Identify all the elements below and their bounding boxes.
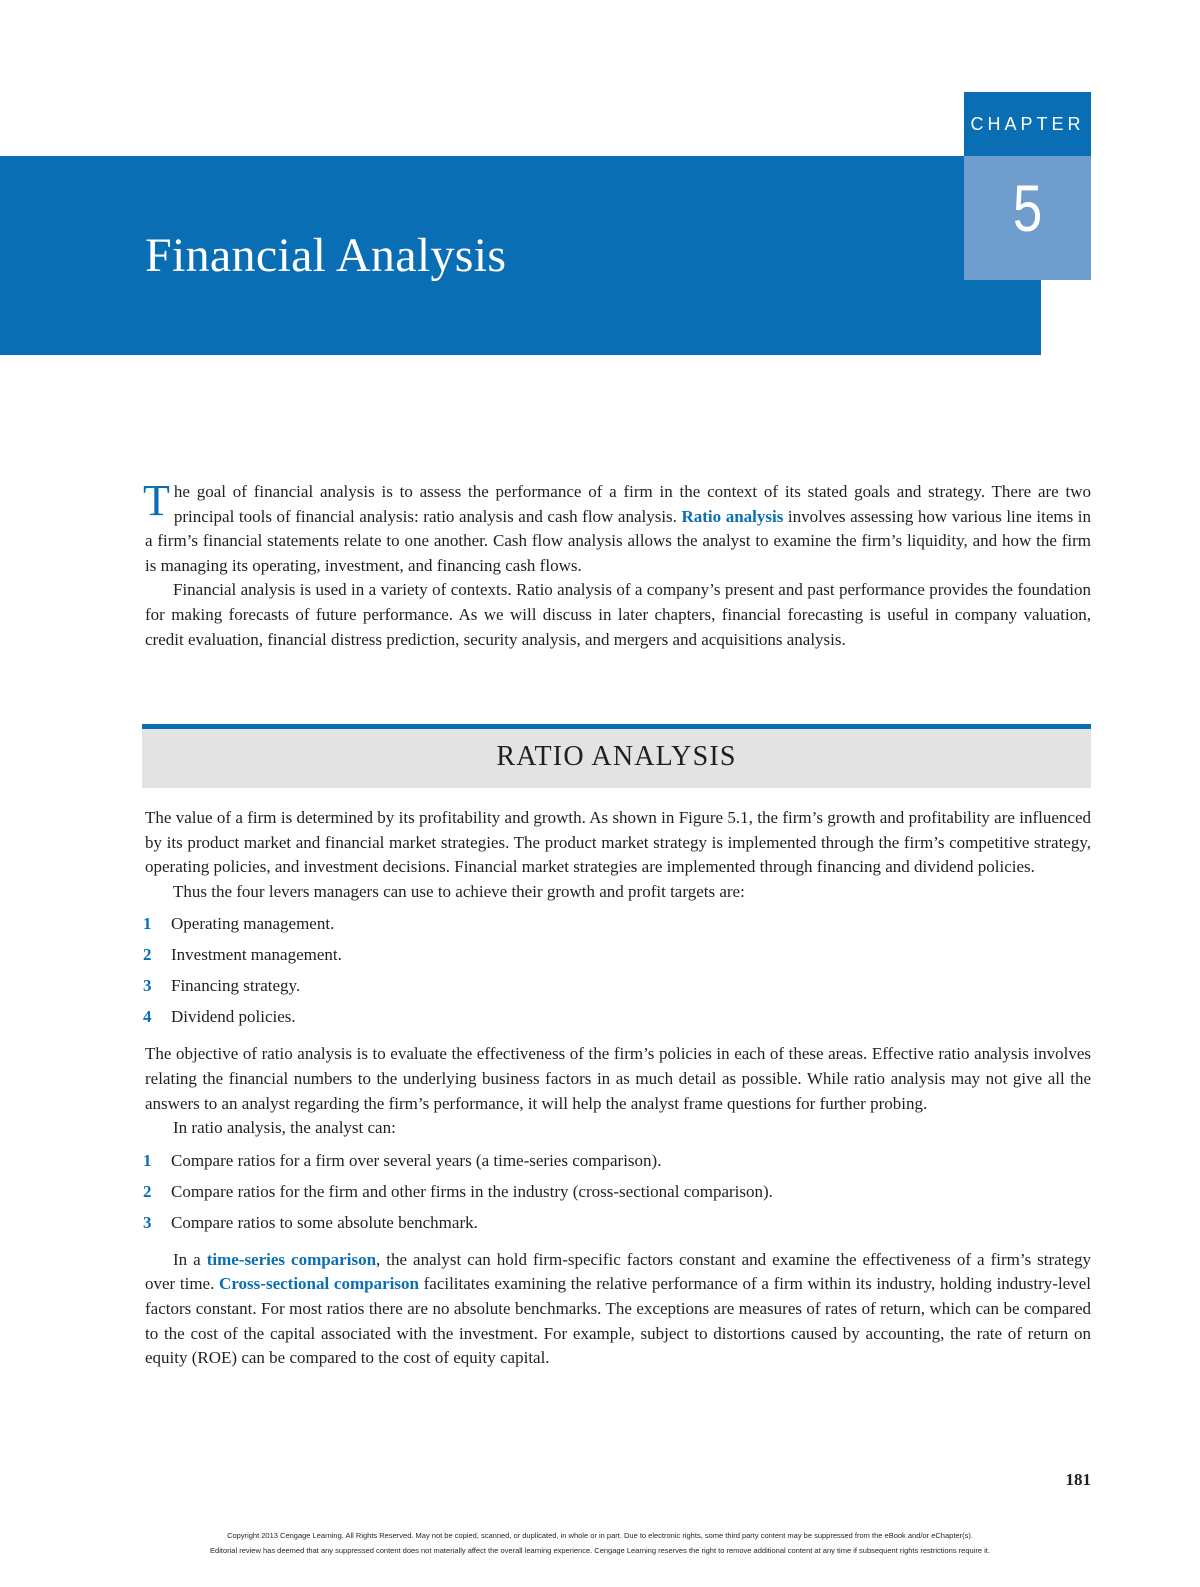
list-item: 2 Compare ratios for the firm and other firms in the industry (cross-sectional comparison). — [143, 1181, 773, 1201]
comparison-list — [145, 1149, 1091, 1242]
copyright-notice — [0, 1528, 1200, 1558]
list-item: 4 Dividend policies. — [143, 1007, 296, 1027]
section-heading-bar — [142, 724, 1091, 788]
section-body — [145, 806, 1091, 1371]
list-item: 1 Operating management. — [143, 914, 335, 934]
section-paragraph-2: Thus the four levers managers can use to achieve their growth and profit targets are: — [173, 881, 745, 901]
intro-text — [143, 476, 1091, 652]
intro-paragraph-2: Financial analysis is used in a variety of contexts. Ratio analysis of a company’s present and past performance provides the foundation for making forecasts of future performance. As we will discuss in later chapters, financial forecasting is useful in company valuation, credit evaluation, financial distress prediction, security analysis, and mergers and acquisitions analysis. — [145, 580, 1091, 649]
section-paragraph-5: In a time-series comparison, the analyst can hold firm-specific factors constant and examine the effectiveness of a firm’s strategy over time. Cross-sectional comparison facilitates examining the relative performance of a firm within its industry, holding industry-level factors constant. For most ratios there are no absolute benchmarks. The exceptions are measures of rates of return, which can be compared to the cost of the capital associated with the investment. For example, subject to distortions caused by accounting, the rate of return on equity (ROE) can be compared to the cost of equity capital. — [145, 1249, 1091, 1368]
term-time-series-comparison: time-series comparison — [206, 1249, 377, 1269]
list-item: 2 Investment management. — [143, 945, 342, 965]
list-item: 1 Compare ratios for a firm over several years (a time-series comparison). — [143, 1150, 662, 1170]
chapter-number-panel — [964, 156, 1091, 280]
chapter-number-box — [964, 92, 1091, 280]
drop-cap: T — [143, 476, 170, 525]
section-paragraph-3: The objective of ratio analysis is to evaluate the effectiveness of the firm’s policies in each of these areas. Effective ratio analysis involves relating the financial numbers to the underlying business factors in as much detail as possible. While ratio analysis may not give all the answers to an analyst regarding the firm’s performance, it will help the analyst frame questions for further probing. — [145, 1044, 1091, 1113]
term-ratio-analysis: Ratio analysis — [681, 506, 784, 526]
section-paragraph-1: The value of a firm is determined by its profitability and growth. As shown in Figure 5.1, the firm’s growth and profitability are influenced by its product market and financial market strategies. The product market strategy is implemented through the firm’s competitive strategy, operating policies, and investment decisions. Financial market strategies are implemented through financing and dividend policies. — [145, 808, 1091, 877]
chapter-label: CHAPTER — [970, 114, 1085, 134]
chapter-title: Financial Analysis — [145, 229, 507, 282]
levers-list — [145, 912, 1091, 1036]
list-item: 3 Financing strategy. — [143, 976, 301, 996]
list-item: 3 Compare ratios to some absolute benchmark. — [143, 1212, 478, 1232]
section-paragraph-4: In ratio analysis, the analyst can: — [173, 1118, 396, 1138]
page-number: 181 — [1065, 1470, 1091, 1489]
intro-paragraph-1: The goal of financial analysis is to assess the performance of a firm in the context of its stated goals and strategy. There are two principal tools of financial analysis: ratio analysis and cash flow analysis. Ratio analysis involves assessing how various line items in a firm’s financial statements relate to one another. Cash flow analysis allows the analyst to examine the firm’s liquidity, and how the firm is managing its operating, investment, and financing cash flows. — [143, 476, 1091, 575]
chapter-number: 5 — [1012, 171, 1043, 245]
copyright-line-2: Editorial review has deemed that any suppressed content does not materially affect the overall learning experience. Cengage Learning reserves the right to remove additional content at any time if subsequent rights restrictions require it. — [210, 1546, 990, 1555]
section-title: RATIO ANALYSIS — [496, 741, 737, 772]
term-cross-sectional-comparison: Cross-sectional comparison — [219, 1274, 419, 1294]
copyright-line-1: Copyright 2013 Cengage Learning. All Rights Reserved. May not be copied, scanned, or duplicated, in whole or in part. Due to electronic rights, some third party content may be suppressed from the eBook and/or eChapter(s). — [227, 1531, 973, 1540]
